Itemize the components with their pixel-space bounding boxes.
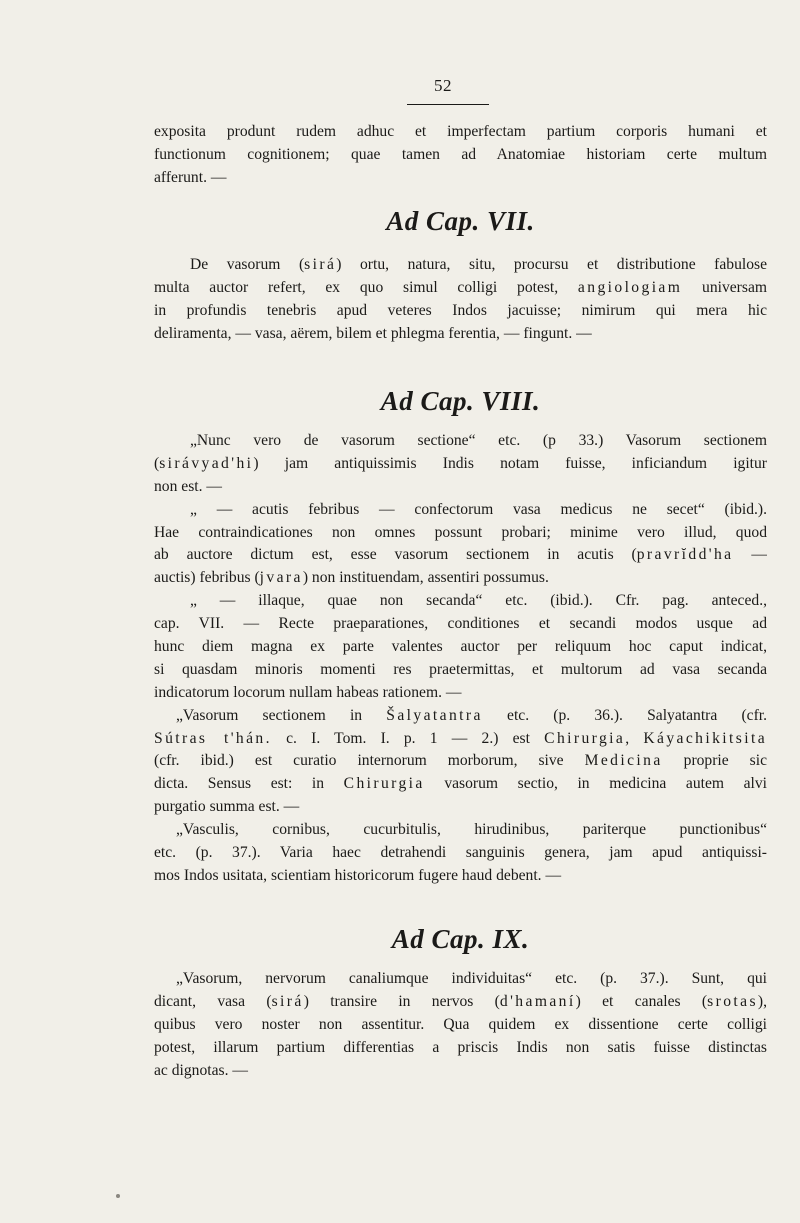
text-line: etc. (p. 37.). Varia haec detrahendi sanguinis genera, jam apud antiquissi- <box>154 844 767 862</box>
intro-paragraph <box>154 121 767 190</box>
section-vii-paragraph <box>154 254 767 346</box>
spaced-term: sirá <box>271 992 304 1010</box>
text-line: hunc diem magna ex parte valentes auctor per reliquum hoc caput indicat, <box>154 638 767 656</box>
text-line: quibus vero noster non assentitur. Qua quidem ex dissentione certe colligi <box>154 1015 767 1033</box>
text-line: multa auctor refert, ex quo simul colligi potest, angiologiam universam <box>154 278 767 296</box>
text-line: auctis) febribus (jvara) non instituendam, assentiri possumus. <box>154 569 549 587</box>
text-line: ab auctore dictum est, esse vasorum sectionem in acutis (pravrĭdd'ha — <box>154 546 767 564</box>
text-line: „Vasorum sectionem in Šalyatantra etc. (p. 36.). Salyatantra (cfr. <box>176 706 767 724</box>
text-line: „Nunc vero de vasorum sectione“ etc. (p 33.) Vasorum sectionem <box>190 432 767 449</box>
text-line: non est. — <box>154 477 223 495</box>
spaced-term: sirávyad'hi <box>159 454 254 472</box>
text-line: in profundis tenebris apud veteres Indos jacuisse; nimirum qui mera hic <box>154 301 767 319</box>
text-line: si quasdam minoris momenti res praetermittas, et multorum ad vasa secanda <box>154 660 767 678</box>
text-line: „ — illaque, quae non secanda“ etc. (ibid.). Cfr. pag. anteced., <box>190 592 767 610</box>
section-ix-paragraph <box>154 968 767 1082</box>
spaced-term: sirá <box>304 256 337 273</box>
text-line: „Vasorum, nervorum canaliumque individuitas“ etc. (p. 37.). Sunt, qui <box>176 970 767 987</box>
spaced-term: d'hamaní <box>499 992 576 1010</box>
text-line: potest, illarum partium differentias a priscis Indis non satis fuisse distinctas <box>154 1038 767 1056</box>
text-line: mos Indos usitata, scientiam historicorum fugere haud debent. — <box>154 866 562 884</box>
text-line: dicta. Sensus est: in Chirurgia vasorum sectio, in medicina autem alvi <box>154 775 767 793</box>
text-line: ac dignotas. — <box>154 1061 248 1079</box>
text-line: cap. VII. — Recte praeparationes, conditiones et secandi modos usque ad <box>154 615 767 633</box>
text-line: (cfr. ibid.) est curatio internorum morborum, sive Medicina proprie sic <box>154 752 767 770</box>
header-rule <box>407 104 489 105</box>
text-line: Hae contraindicationes non omnes possunt probari; minime vero illud, quod <box>154 523 767 541</box>
text-line: dicant, vasa (sirá) transire in nervos (d'hamaní) et canales (srotas), <box>154 992 767 1010</box>
spaced-term: pravrĭdd'ha <box>636 546 734 564</box>
spaced-term: angiologiam <box>577 278 683 296</box>
text-line: exposita produnt rudem adhuc et imperfectam partium corporis humani et <box>154 123 767 140</box>
paper-speck <box>116 1194 120 1198</box>
spaced-term: jvara <box>259 569 303 587</box>
section-viii-body <box>154 430 767 888</box>
text-line: purgatio summa est. — <box>154 798 300 816</box>
spaced-term: Šalyatantra <box>386 706 483 724</box>
spaced-term: Chirurgia <box>343 775 425 793</box>
text-line: deliramenta, — vasa, aërem, bilem et phlegma ferentia, — fingunt. — <box>154 324 592 342</box>
text-line: Sútras t'hán. c. I. Tom. I. p. 1 — 2.) est Chirurgia, Káyachikitsita <box>154 729 767 747</box>
spaced-term: srotas <box>707 992 758 1010</box>
text-line: (sirávyad'hi) jam antiquissimis Indis notam fuisse, inficiandum igitur <box>154 454 767 472</box>
spaced-term: Medicina <box>584 752 663 770</box>
spaced-term: Chirurgia <box>544 729 626 747</box>
page-number: 52 <box>434 76 452 95</box>
text-line: indicatorum locorum nullam habeas rationem. — <box>154 683 462 701</box>
text-line: afferunt. — <box>154 168 227 186</box>
section-heading-vii: Ad Cap. VII. <box>386 206 535 236</box>
spaced-term: Káyachikitsita <box>643 729 767 747</box>
section-heading-viii: Ad Cap. VIII. <box>380 386 541 416</box>
text-line: functionum cognitionem; quae tamen ad Anatomiae historiam certe multum <box>154 145 767 163</box>
text-line: „Vasculis, cornibus, cucurbitulis, hirudinibus, pariterque punctionibus“ <box>176 821 767 839</box>
section-heading-ix: Ad Cap. IX. <box>391 924 530 954</box>
text-line: „ — acutis febribus — confectorum vasa medicus ne secet“ (ibid.). <box>190 500 767 518</box>
text-line: De vasorum (sirá) ortu, natura, situ, procursu et distributione fabulose <box>190 256 767 273</box>
spaced-term: Sútras t'hán. <box>154 729 272 747</box>
